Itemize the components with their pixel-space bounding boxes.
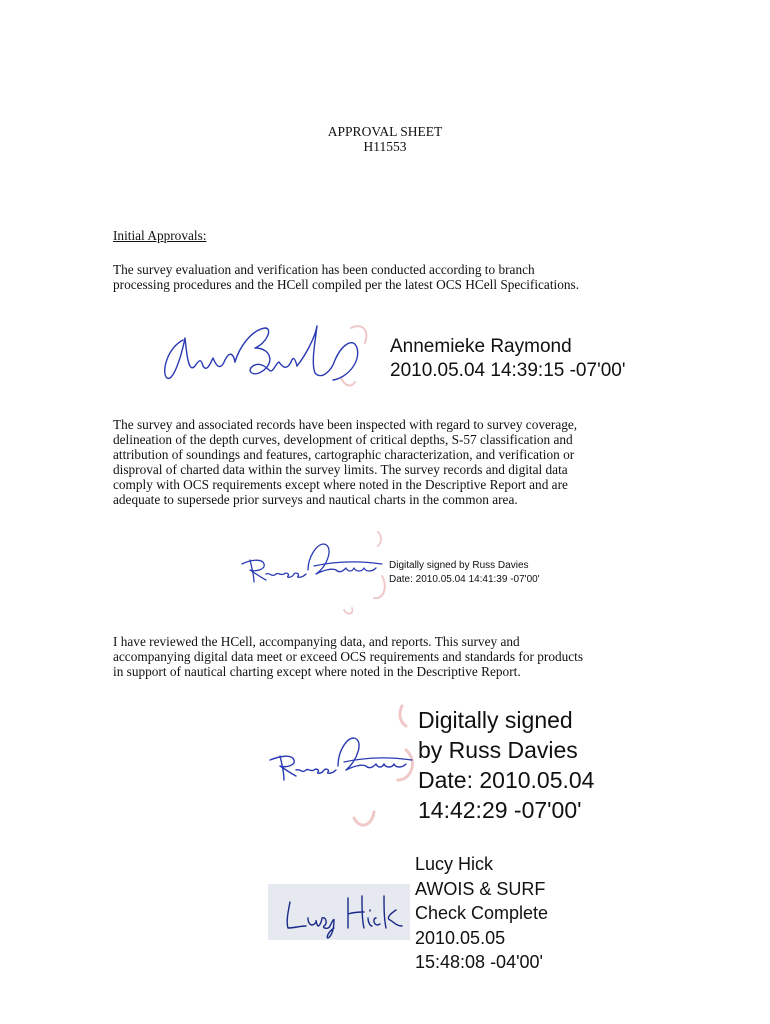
signature4-line3: Check Complete [415, 903, 549, 923]
signature-russ-davies-small[interactable] [236, 530, 396, 620]
signature4-line4: 2010.05.05 [415, 927, 506, 948]
initial-approvals-paragraph: The survey evaluation and verification has been conducted according to branch processing procedures and the HCell compiled per the latest OCS HCell Specifications. [113, 262, 580, 292]
signature-russ-davies-large[interactable] [262, 700, 422, 840]
signature-lucy-hick-image[interactable] [268, 884, 410, 940]
signature3-line2: by Russ Davies [418, 737, 578, 763]
inspection-paragraph: The survey and associated records have been inspected with regard to survey coverage, delineation of the depth curves, development of critical depths, S-57 classification and attribution of soundings and features, cartographic characterization, and verification or disproval of charted data within the survey limits. The survey records and digital data comply with OCS requirements except where noted in the Descriptive Report and are adequate to supersede prior surveys and nautical charts in the common area. [113, 417, 578, 507]
signature3-line3: Date: 2010.05.04 [418, 767, 595, 793]
signature3-line1: Digitally signed [418, 707, 573, 733]
signature3-line4: 14:42:29 -07'00' [418, 797, 582, 823]
signature2-line1: Digitally signed by Russ Davies [389, 560, 529, 571]
signature1-date: 2010.05.04 14:39:15 -07'00' [390, 360, 626, 381]
signature2-line2: Date: 2010.05.04 14:41:39 -07'00' [389, 574, 540, 585]
signature4-line1: Lucy Hick [415, 854, 494, 874]
review-paragraph: I have reviewed the HCell, accompanying data, and reports. This survey and accompanying digital data meet or exceed OCS requirements and standards for products in support of nautical charting except where noted in the Descriptive Report. [113, 634, 584, 679]
survey-id: H11553 [363, 139, 407, 154]
signature1-name: Annemieke Raymond [390, 336, 572, 357]
initial-approvals-heading: Initial Approvals: [113, 228, 207, 243]
signature4-line5: 15:48:08 -04'00' [415, 952, 543, 972]
signature4-line2: AWOIS & SURF [415, 878, 546, 899]
page-title: APPROVAL SHEET [327, 124, 443, 139]
signature-annemieke-raymond[interactable] [155, 318, 385, 398]
